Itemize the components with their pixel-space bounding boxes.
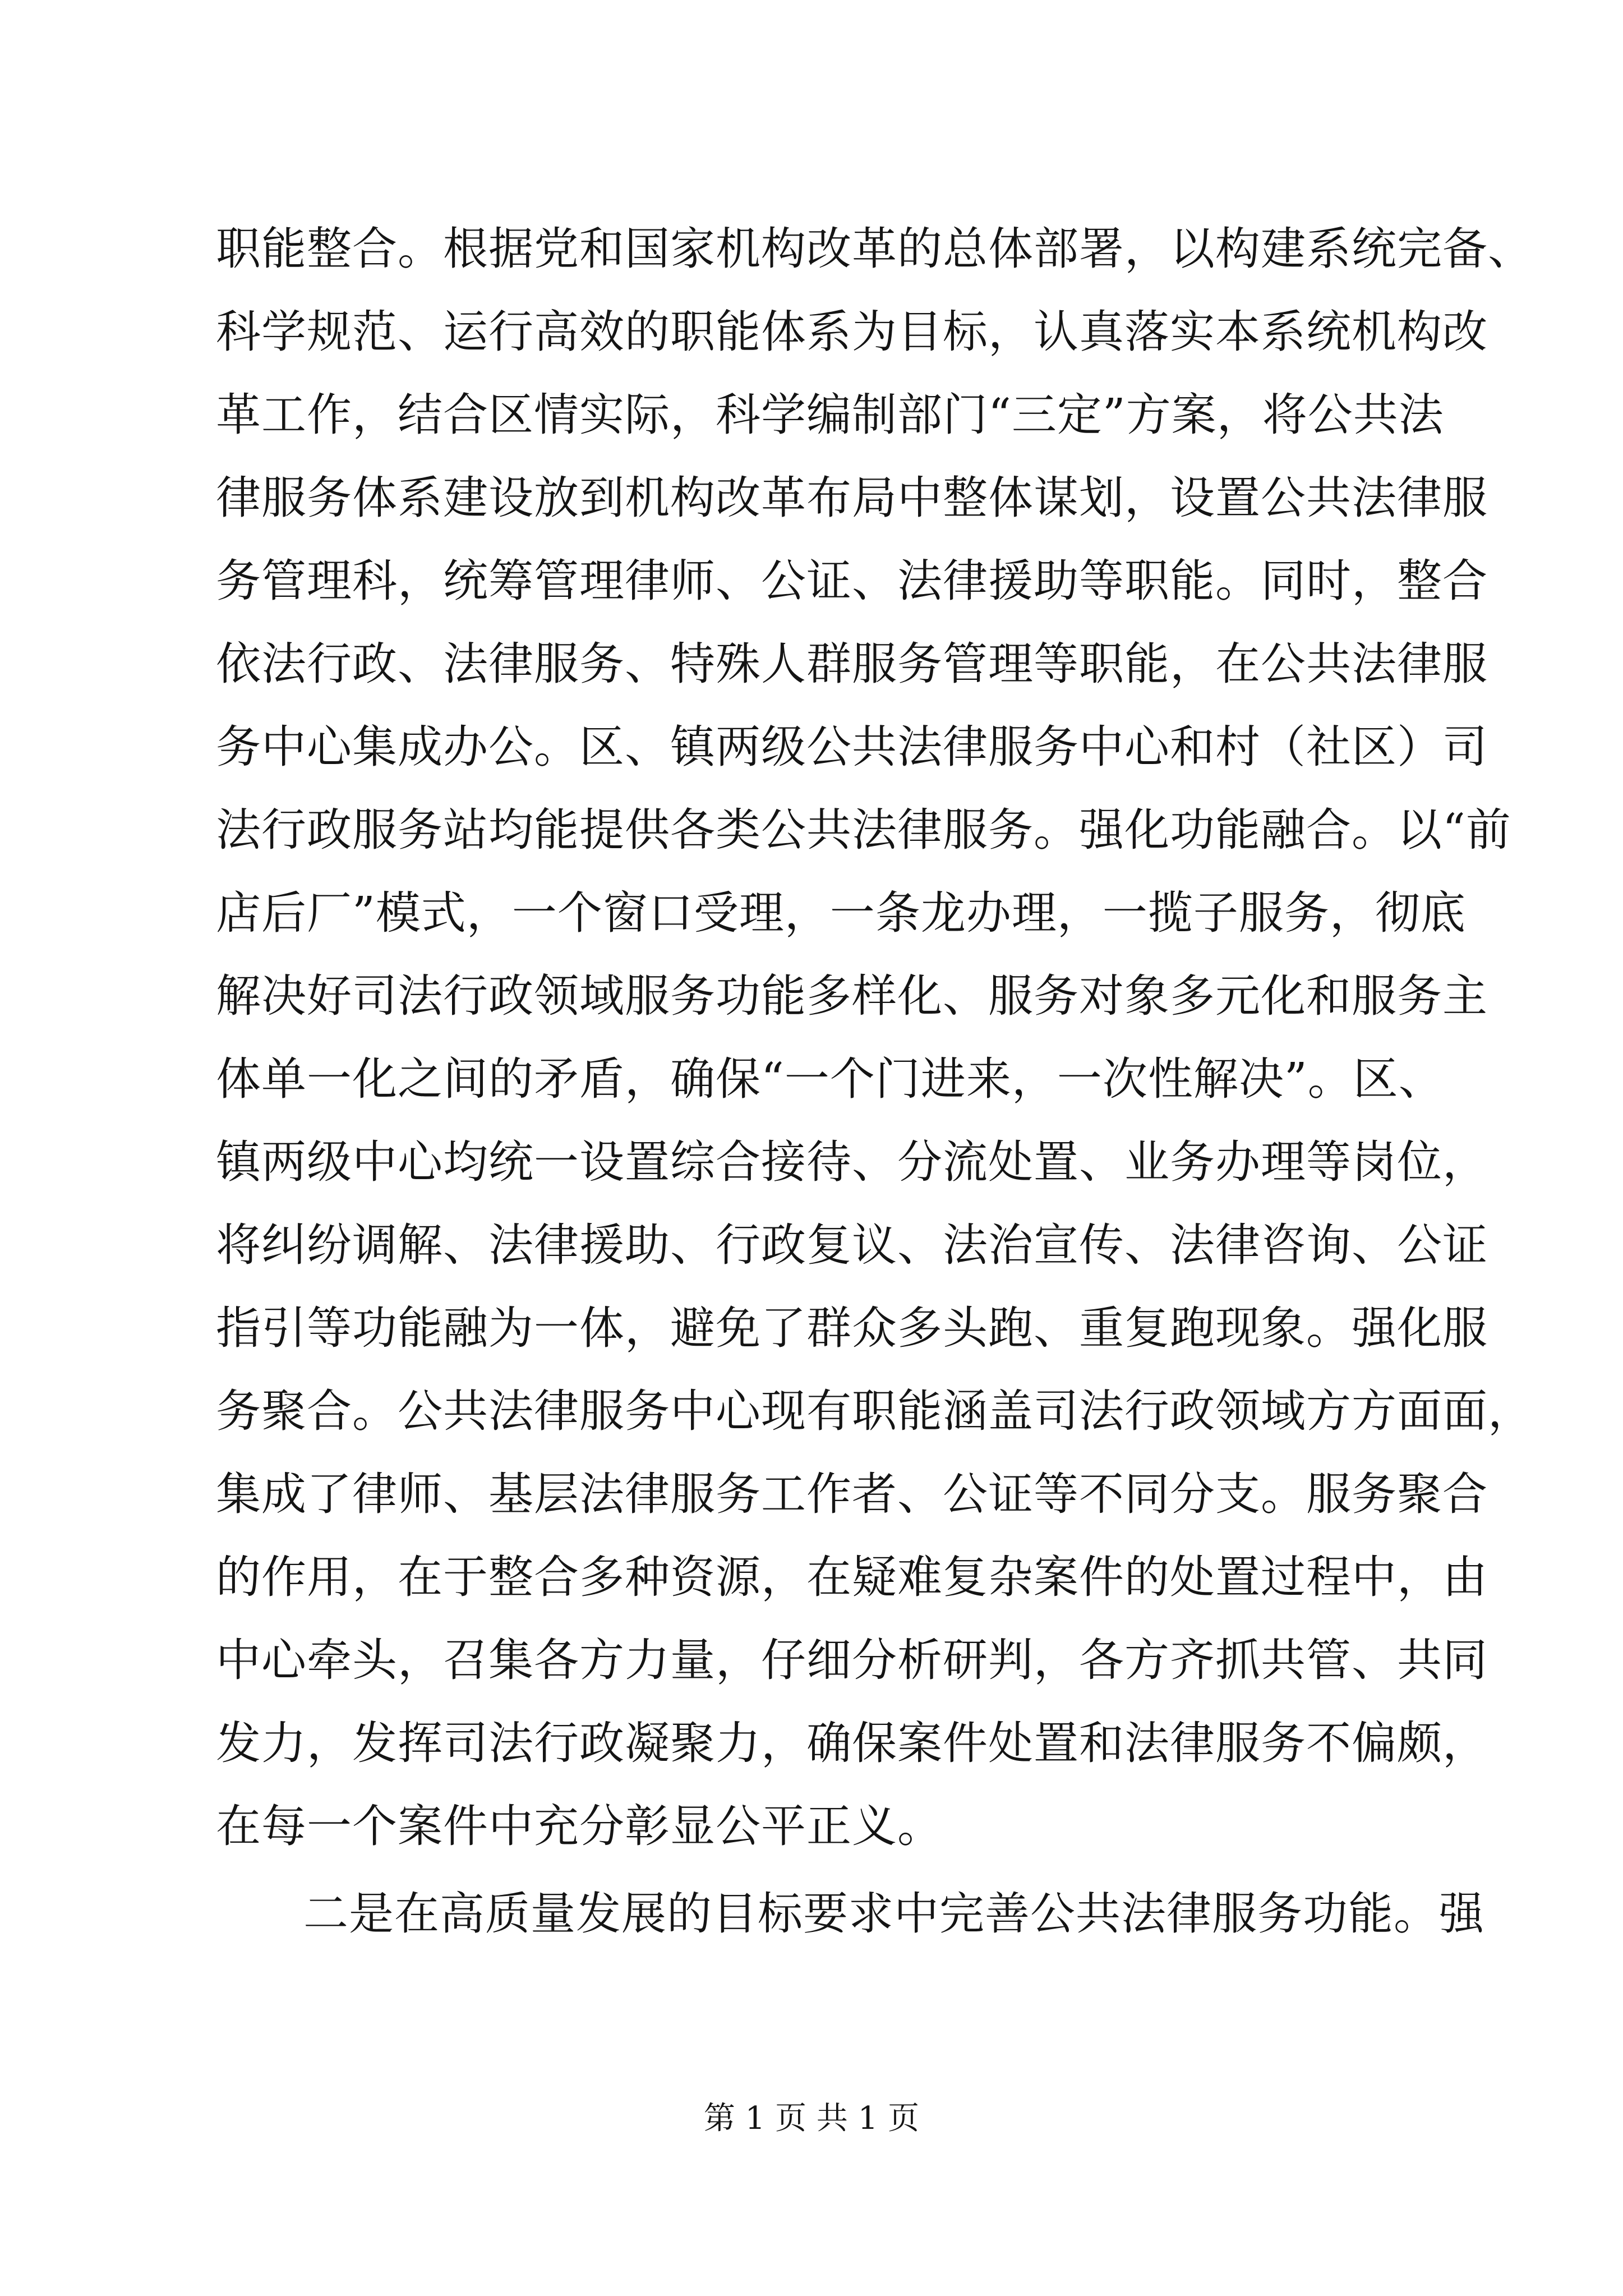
document-body [216, 208, 1533, 1955]
text-line: 将纠纷调解、法律援助、行政复议、法治宣传、法律咨询、公证 [216, 1219, 1488, 1271]
text-line: 务聚合。公共法律服务中心现有职能涵盖司法行政领域方方面面， [216, 1385, 1533, 1437]
text-line: 科学规范、运行高效的职能体系为目标，认真落实本系统机构改 [216, 306, 1488, 358]
text-line: 发力，发挥司法行政凝聚力，确保案件处置和法律服务不偏颇， [216, 1717, 1488, 1769]
text-line: 职能整合。根据党和国家机构改革的总体部署，以构建系统完备、 [216, 223, 1533, 275]
text-line: 革工作，结合区情实际，科学编制部门“三定”方案，将公共法 [216, 389, 1444, 441]
text-line: 在每一个案件中充分彰显公平正义。 [216, 1800, 943, 1852]
text-line: 体单一化之间的矛盾，确保“一个门进来，一次性解决”。区、 [216, 1053, 1444, 1105]
text-line: 务中心集成办公。区、镇两级公共法律服务中心和村（社区）司 [216, 721, 1488, 773]
page-footer [0, 2099, 1623, 2138]
text-line: 依法行政、法律服务、特殊人群服务管理等职能，在公共法律服 [216, 638, 1488, 690]
text-line: 解决好司法行政领域服务功能多样化、服务对象多元化和服务主 [216, 970, 1488, 1022]
text-line: 镇两级中心均统一设置综合接待、分流处置、业务办理等岗位， [216, 1136, 1488, 1188]
paragraph-two-first-line: 二是在高质量发展的目标要求中完善公共法律服务功能。强 [303, 1888, 1484, 1940]
text-line: 中心牵头，召集各方力量，仔细分析研判，各方齐抓共管、共同 [216, 1634, 1488, 1686]
text-line: 集成了律师、基层法律服务工作者、公证等不同分支。服务聚合 [216, 1468, 1488, 1520]
text-line: 务管理科，统筹管理律师、公证、法律援助等职能。同时，整合 [216, 555, 1488, 607]
page-number-label: 第 1 页 共 1 页 [703, 2100, 920, 2137]
text-line: 店后厂”模式，一个窗口受理，一条龙办理，一揽子服务，彻底 [216, 887, 1466, 939]
text-line: 指引等功能融为一体，避免了群众多头跑、重复跑现象。强化服 [216, 1302, 1488, 1354]
text-line: 律服务体系建设放到机构改革布局中整体谋划，设置公共法律服 [216, 472, 1488, 524]
text-line: 的作用，在于整合多种资源，在疑难复杂案件的处置过程中，由 [216, 1551, 1488, 1603]
text-line: 法行政服务站均能提供各类公共法律服务。强化功能融合。以“前 [216, 804, 1511, 856]
